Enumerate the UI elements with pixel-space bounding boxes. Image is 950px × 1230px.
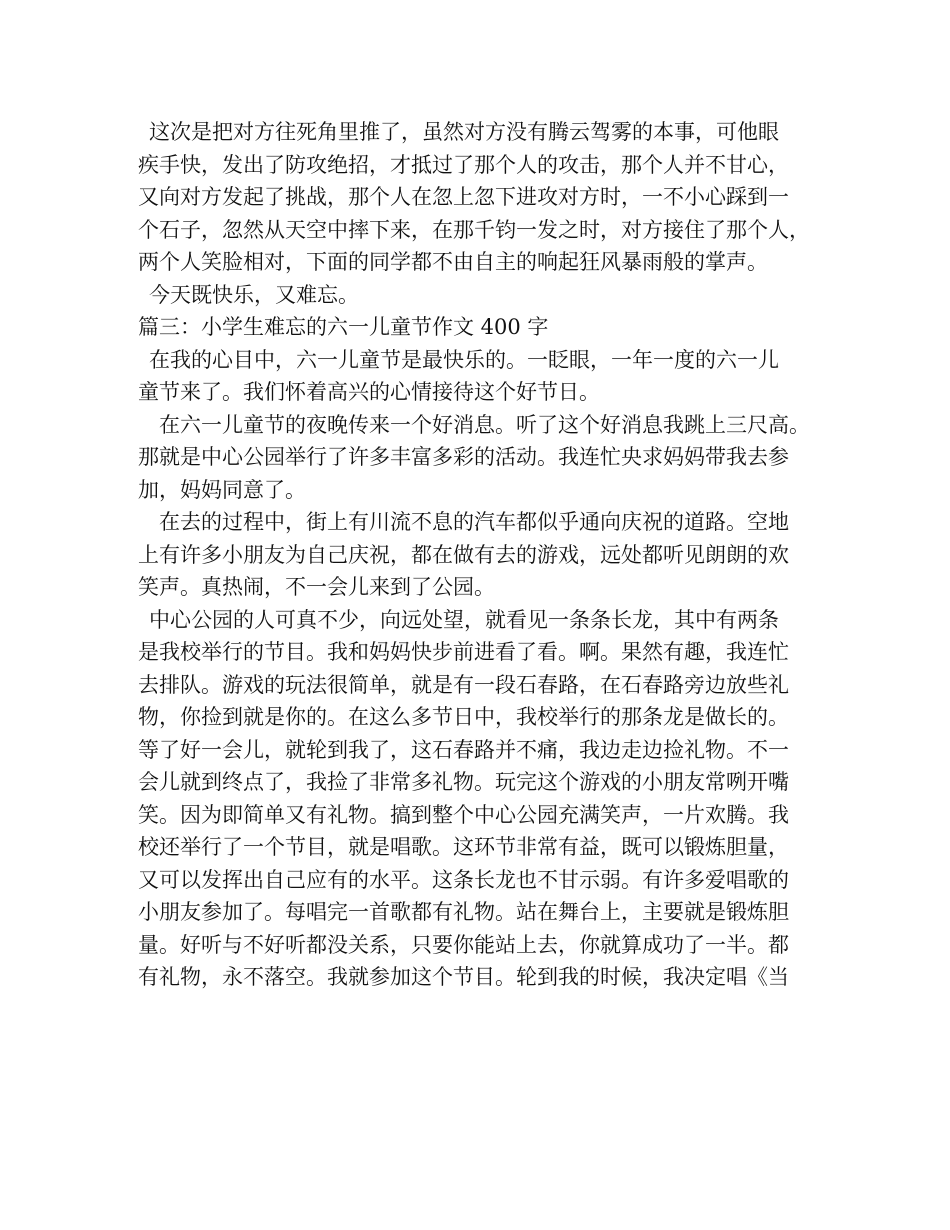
text-line: 又向对方发起了挑战，那个人在忽上忽下进攻对方时，一不小心踩到一 [138,185,789,209]
text-line: 有礼物，永不落空。我就参加这个节目。轮到我的时候，我决定唱《当 [138,965,789,989]
section-heading: 篇三：小学生难忘的六一儿童节作文 400 字 [138,315,549,339]
text-line: 个石子，忽然从天空中摔下来，在那千钧一发之时，对方接住了那个人， [138,217,810,242]
text-line: 童节来了。我们怀着高兴的心情接待这个好节日。 [138,380,600,404]
text-line: 中心公园的人可真不少，向远处望，就看见一条条长龙，其中有两条 [149,607,779,632]
text-line: 在去的过程中，街上有川流不息的汽车都似乎通向庆祝的道路。空地 [159,510,789,534]
text-line: 笑。因为即简单又有礼物。搞到整个中心公园充满笑声，一片欢腾。我 [138,802,789,827]
text-line: 等了好一会儿，就轮到我了，这石春路并不痛，我边走边捡礼物。不一 [138,737,789,762]
text-line: 在我的心目中，六一儿童节是最快乐的。一眨眼，一年一度的六一儿 [149,347,779,372]
text-line: 又可以发挥出自己应有的水平。这条长龙也不甘示弱。有许多爱唱歌的 [138,867,789,892]
text-line: 上有许多小朋友为自己庆祝，都在做有去的游戏，远处都听见朗朗的欢 [138,542,789,567]
document-body [138,116,818,994]
text-line: 去排队。游戏的玩法很简单，就是有一段石春路，在石春路旁边放些礼 [138,672,789,697]
text-line: 物，你捡到就是你的。在这么多节日中，我校举行的那条龙是做长的。 [138,705,789,729]
text-line: 两个人笑脸相对，下面的同学都不由自主的响起狂风暴雨般的掌声。 [138,250,768,274]
text-line: 校还举行了一个节目，就是唱歌。这环节非常有益，既可以锻炼胆量， [138,835,789,859]
text-line: 量。好听与不好听都没关系，只要你能站上去，你就算成功了一半。都 [138,932,789,957]
text-line: 那就是中心公园举行了许多丰富多彩的活动。我连忙央求妈妈带我去参 [138,445,789,469]
text-line: 小朋友参加了。每唱完一首歌都有礼物。站在舞台上，主要就是锻炼胆 [138,900,789,924]
text-line: 今天既快乐，又难忘。 [149,282,359,307]
text-line: 会儿就到终点了，我捡了非常多礼物。玩完这个游戏的小朋友常咧开嘴 [138,770,789,794]
text-line: 这次是把对方往死角里推了，虽然对方没有腾云驾雾的本事，可他眼 [149,120,779,144]
text-line: 加，妈妈同意了。 [138,477,306,502]
text-line: 是我校举行的节目。我和妈妈快步前进看了看。啊。果然有趣，我连忙 [138,640,789,664]
text-line: 在六一儿童节的夜晚传来一个好消息。听了这个好消息我跳上三尺高。 [159,412,810,437]
text-line: 笑声。真热闹，不一会儿来到了公园。 [138,575,495,599]
text-line: 疾手快，发出了防攻绝招，才抵过了那个人的攻击，那个人并不甘心， [138,152,789,177]
